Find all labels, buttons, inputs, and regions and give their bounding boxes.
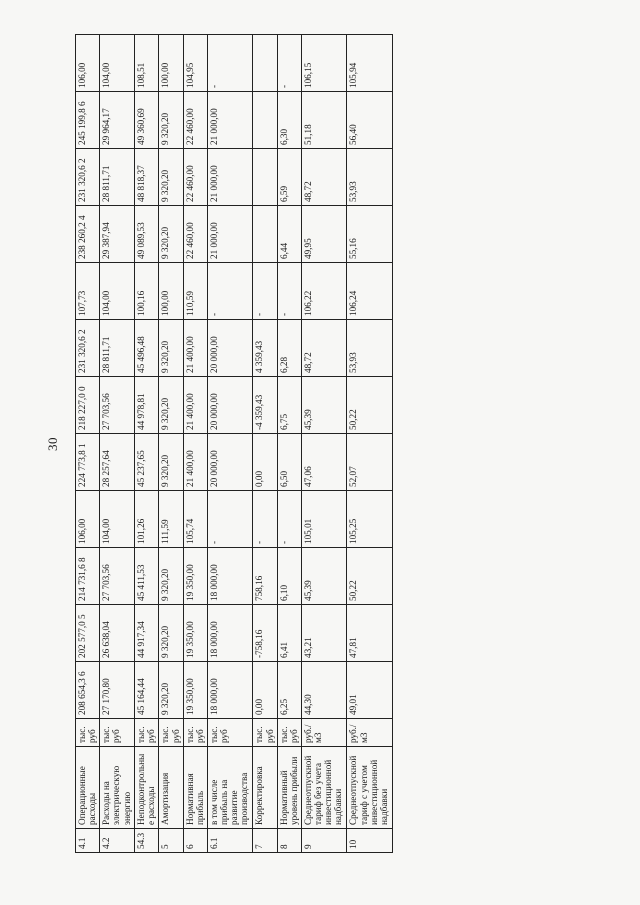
table-row xyxy=(100,35,135,853)
table-cell: 56,40 xyxy=(347,92,393,149)
table-cell: 6,59 xyxy=(277,149,301,206)
row-number: 4.1 xyxy=(76,829,100,853)
table-cell: 105,94 xyxy=(347,35,393,92)
row-unit: тыс. руб xyxy=(183,719,207,747)
table-cell: 47,06 xyxy=(301,434,346,491)
table-cell: 45 496,48 xyxy=(135,320,159,377)
row-name: Нормативный уровень прибыли xyxy=(277,747,301,829)
table-cell: 105,25 xyxy=(347,491,393,548)
table-row xyxy=(207,35,252,853)
table-cell: 208 654,3 6 xyxy=(76,662,100,719)
table-cell: 19 350,00 xyxy=(183,548,207,605)
row-number: 6 xyxy=(183,829,207,853)
row-name: Неподконтрольные расходы xyxy=(135,747,159,829)
table-cell xyxy=(253,92,277,149)
row-unit: тыс. руб xyxy=(207,719,252,747)
table-cell: 55,16 xyxy=(347,206,393,263)
table-cell: 108,51 xyxy=(135,35,159,92)
table-cell: 52,07 xyxy=(347,434,393,491)
table-cell: 51,18 xyxy=(301,92,346,149)
table-cell: 22 460,00 xyxy=(183,149,207,206)
table-cell: 9 320,20 xyxy=(159,92,183,149)
row-name: Корректировка xyxy=(253,747,277,829)
table-cell: 101,26 xyxy=(135,491,159,548)
table-cell: 50,22 xyxy=(347,377,393,434)
table-cell: 21 400,00 xyxy=(183,434,207,491)
table-cell: 44 917,34 xyxy=(135,605,159,662)
row-unit: руб./ м3 xyxy=(347,719,393,747)
table-cell: 106,00 xyxy=(76,491,100,548)
table-cell: 21 400,00 xyxy=(183,377,207,434)
table-cell: 53,93 xyxy=(347,149,393,206)
table-cell: 231 320,6 2 xyxy=(76,320,100,377)
table-cell: 45,39 xyxy=(301,377,346,434)
table-cell: 758,16 xyxy=(253,548,277,605)
table-cell: 45,39 xyxy=(301,548,346,605)
row-number: 8 xyxy=(277,829,301,853)
table-cell: - xyxy=(277,491,301,548)
table-cell: 22 460,00 xyxy=(183,206,207,263)
table-cell: 19 350,00 xyxy=(183,662,207,719)
row-unit: тыс. руб xyxy=(277,719,301,747)
table-row xyxy=(253,35,277,853)
table-cell: 48,72 xyxy=(301,320,346,377)
table-cell: 49 360,69 xyxy=(135,92,159,149)
table-cell: 100,00 xyxy=(159,263,183,320)
row-unit: тыс. руб xyxy=(253,719,277,747)
table-cell: 4 359,43 xyxy=(253,320,277,377)
table-cell: 18 000,00 xyxy=(207,548,252,605)
table-cell: 231 320,6 2 xyxy=(76,149,100,206)
table-cell: 9 320,20 xyxy=(159,605,183,662)
table-cell: 104,00 xyxy=(100,491,135,548)
row-number: 9 xyxy=(301,829,346,853)
table-cell: 6,44 xyxy=(277,206,301,263)
table-cell: 29 387,94 xyxy=(100,206,135,263)
rotated-table-container xyxy=(75,35,393,853)
table-cell: 6,25 xyxy=(277,662,301,719)
table-cell: 0,00 xyxy=(253,434,277,491)
table-cell: 238 260,2 4 xyxy=(76,206,100,263)
table-cell: -4 359,43 xyxy=(253,377,277,434)
table-cell: 9 320,20 xyxy=(159,377,183,434)
table-cell: 18 000,00 xyxy=(207,662,252,719)
table-cell: - xyxy=(207,35,252,92)
table-cell: 21 000,00 xyxy=(207,149,252,206)
table-cell: 27 170,80 xyxy=(100,662,135,719)
table-cell: 21 000,00 xyxy=(207,92,252,149)
table-cell xyxy=(253,35,277,92)
table-row xyxy=(183,35,207,853)
table-cell: 50,22 xyxy=(347,548,393,605)
table-cell: 28 811,71 xyxy=(100,149,135,206)
table-cell: 47,81 xyxy=(347,605,393,662)
table-cell: 9 320,20 xyxy=(159,662,183,719)
table-cell: 44 978,81 xyxy=(135,377,159,434)
table-cell: 6,50 xyxy=(277,434,301,491)
table-row xyxy=(347,35,393,853)
table-row xyxy=(277,35,301,853)
table-cell: 43,21 xyxy=(301,605,346,662)
table-cell: 22 460,00 xyxy=(183,92,207,149)
tariff-table xyxy=(75,34,393,853)
table-cell: 9 320,20 xyxy=(159,434,183,491)
table-cell: 105,74 xyxy=(183,491,207,548)
table-row xyxy=(159,35,183,853)
table-cell: 9 320,20 xyxy=(159,320,183,377)
table-cell: 18 000,00 xyxy=(207,605,252,662)
table-cell: 21 000,00 xyxy=(207,206,252,263)
row-number: 10 xyxy=(347,829,393,853)
row-unit: тыс. руб xyxy=(135,719,159,747)
row-name: Операционные расходы xyxy=(76,747,100,829)
table-cell: - xyxy=(253,491,277,548)
table-cell: 6,75 xyxy=(277,377,301,434)
table-cell: 26 638,04 xyxy=(100,605,135,662)
table-cell: 20 000,00 xyxy=(207,377,252,434)
table-cell: 111,59 xyxy=(159,491,183,548)
table-cell: - xyxy=(207,263,252,320)
table-cell: 48,72 xyxy=(301,149,346,206)
table-cell: 104,00 xyxy=(100,263,135,320)
table-cell: 107,73 xyxy=(76,263,100,320)
table-cell: 245 199,8 6 xyxy=(76,92,100,149)
row-number: 7 xyxy=(253,829,277,853)
table-cell: 45 164,44 xyxy=(135,662,159,719)
table-cell: 28 257,64 xyxy=(100,434,135,491)
row-name: Расходы на электрическую энергию xyxy=(100,747,135,829)
row-name: Среднеотпускной тариф без учета инвестиционной надбавки xyxy=(301,747,346,829)
table-cell: 29 964,17 xyxy=(100,92,135,149)
table-cell: 104,95 xyxy=(183,35,207,92)
table-cell: 49,01 xyxy=(347,662,393,719)
row-name: Нормативная прибыль xyxy=(183,747,207,829)
row-number: 5 xyxy=(159,829,183,853)
table-cell: - xyxy=(277,35,301,92)
row-name: в том числе прибыль на развитие производства xyxy=(207,747,252,829)
row-unit: тыс. руб xyxy=(159,719,183,747)
table-cell: 9 320,20 xyxy=(159,149,183,206)
table-cell: 106,00 xyxy=(76,35,100,92)
table-cell xyxy=(253,206,277,263)
table-cell: 20 000,00 xyxy=(207,434,252,491)
table-row xyxy=(76,35,100,853)
table-row xyxy=(301,35,346,853)
table-cell: 49 089,53 xyxy=(135,206,159,263)
table-cell: 6,28 xyxy=(277,320,301,377)
table-cell: 6,10 xyxy=(277,548,301,605)
table-cell: - xyxy=(253,263,277,320)
table-cell: 202 577,0 5 xyxy=(76,605,100,662)
table-cell: 106,24 xyxy=(347,263,393,320)
page-number: 30 xyxy=(45,437,60,451)
table-cell: 45 237,65 xyxy=(135,434,159,491)
table-cell: 105,01 xyxy=(301,491,346,548)
row-number: 4.2 xyxy=(100,829,135,853)
table-cell: 224 773,8 1 xyxy=(76,434,100,491)
table-cell: 20 000,00 xyxy=(207,320,252,377)
table-cell: - xyxy=(207,491,252,548)
table-cell: 44,30 xyxy=(301,662,346,719)
table-cell: 104,00 xyxy=(100,35,135,92)
table-cell: 27 703,56 xyxy=(100,548,135,605)
row-unit: тыс. руб xyxy=(100,719,135,747)
table-cell: 218 227,0 0 xyxy=(76,377,100,434)
table-cell: 6,41 xyxy=(277,605,301,662)
table-cell: 0,00 xyxy=(253,662,277,719)
table-cell: - xyxy=(277,263,301,320)
table-cell: 53,93 xyxy=(347,320,393,377)
row-unit: тыс. руб xyxy=(76,719,100,747)
table-cell: 45 411,53 xyxy=(135,548,159,605)
table-cell: 214 731,6 8 xyxy=(76,548,100,605)
table-row xyxy=(135,35,159,853)
row-name: Среднеотпускной тариф с учетом инвестиционной надбавки xyxy=(347,747,393,829)
table-cell: 106,22 xyxy=(301,263,346,320)
table-cell: 28 811,71 xyxy=(100,320,135,377)
table-cell: 6,30 xyxy=(277,92,301,149)
table-cell: 9 320,20 xyxy=(159,548,183,605)
table-cell: 48 818,37 xyxy=(135,149,159,206)
table-cell: 9 320,20 xyxy=(159,206,183,263)
row-number: 6.1 xyxy=(207,829,252,853)
table-cell: 27 703,56 xyxy=(100,377,135,434)
row-number: 54.3 xyxy=(135,829,159,853)
table-cell: 49,95 xyxy=(301,206,346,263)
row-name: Амортизация xyxy=(159,747,183,829)
row-unit: руб./ м3 xyxy=(301,719,346,747)
table-cell: 100,00 xyxy=(159,35,183,92)
table-cell: 21 400,00 xyxy=(183,320,207,377)
table-cell: 19 350,00 xyxy=(183,605,207,662)
table-cell: -758,16 xyxy=(253,605,277,662)
table-cell xyxy=(253,149,277,206)
table-cell: 100,16 xyxy=(135,263,159,320)
table-cell: 110,59 xyxy=(183,263,207,320)
table-cell: 106,15 xyxy=(301,35,346,92)
